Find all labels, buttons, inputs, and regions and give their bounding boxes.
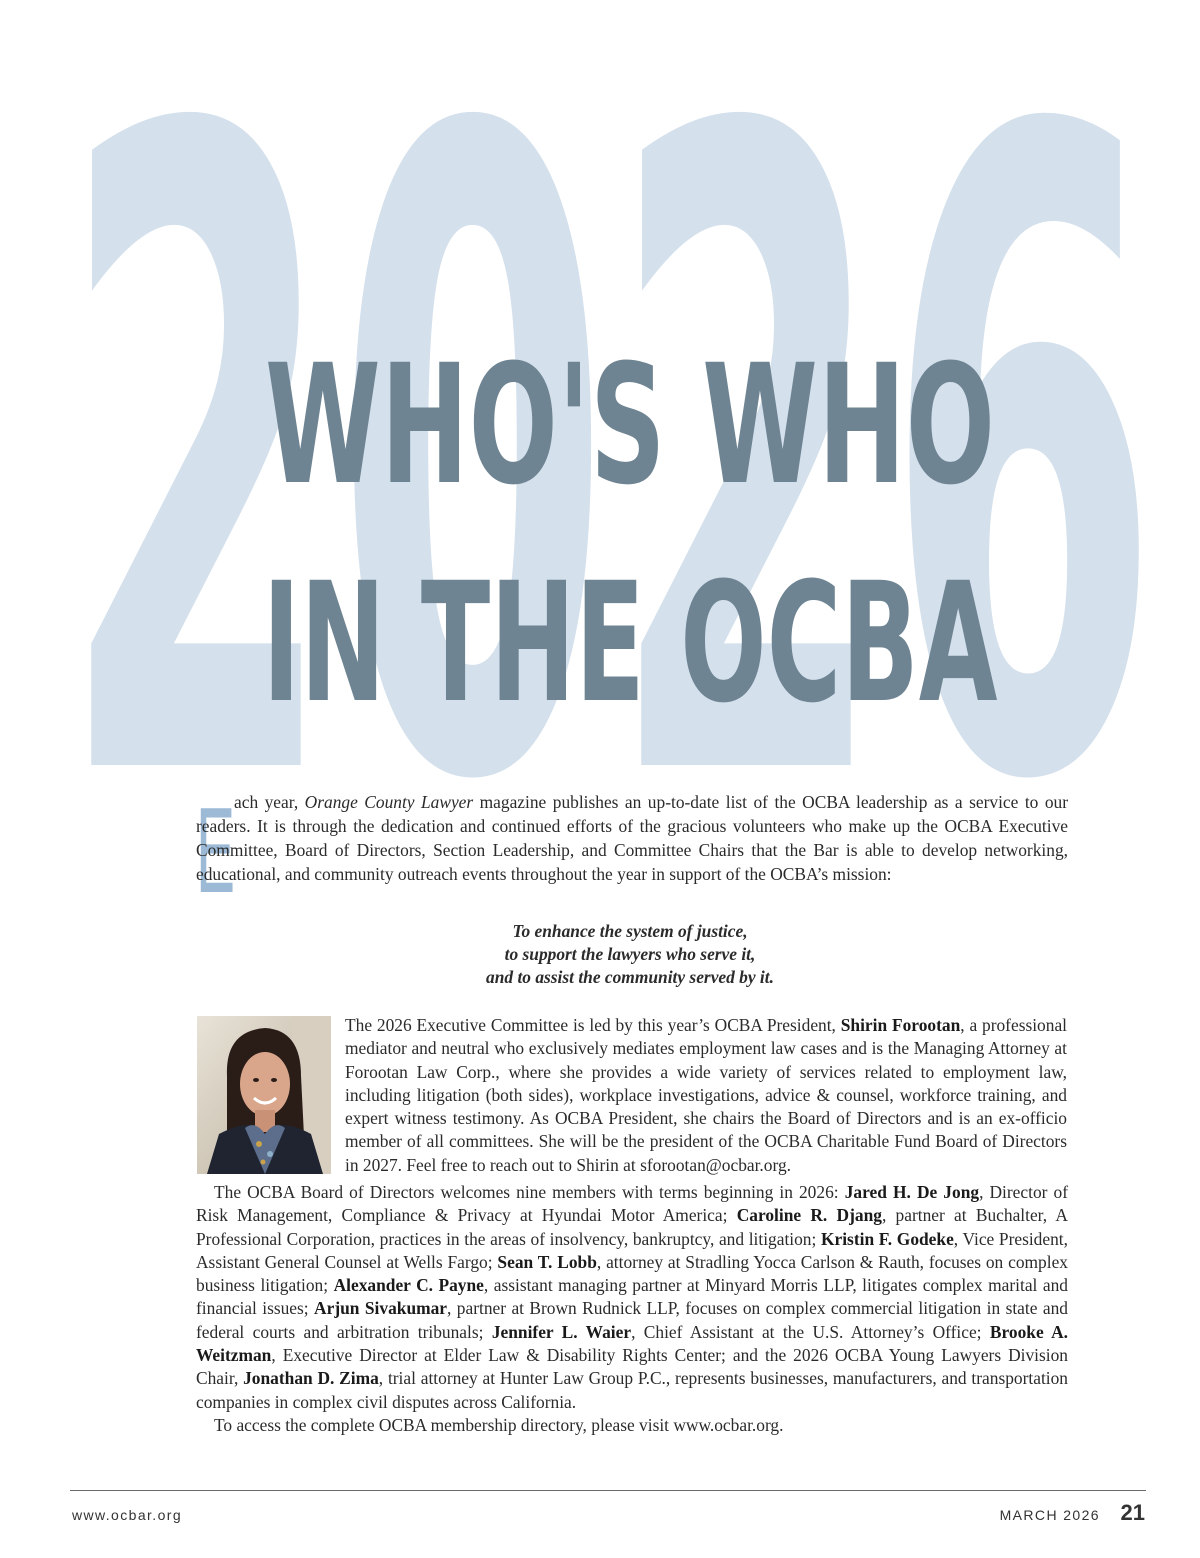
board-text: , Vice President, Assistant General Counsel at Wells Fargo; [196, 1228, 1068, 1272]
president-text-end: , a professional mediator and neutral who exclusively mediates employment law cases and is the Managing Attorney at Forootan Law Corp., where she provides a wide variety of services related to employment law, including litigation (both sides), workplace investigations, advice & counsel, workforce training, and expert witness testimony. As OCBA President, she chairs the Board of Directors and is an ex-officio member of all committees. She will be the president of the OCBA Charitable Fund Board of Directors in 2027. Feel free to reach out to Shirin at sforootan@ocbar.org. [345, 1015, 1067, 1175]
board-member-name: Jared H. De Jong [844, 1182, 980, 1202]
board-text: , assistant managing partner at Minyard Morris LLP, litigates complex marital and financial issues; [196, 1275, 1068, 1319]
board-member-name: Alexander C. Payne [333, 1275, 484, 1296]
board-text: , Executive Director at Elder Law & Disability Rights Center; and the 2026 OCBA Young Lawyers Division Chair, [196, 1345, 1068, 1389]
footer-divider [70, 1490, 1146, 1491]
headline-graphic [250, 322, 1010, 712]
page-number: 21 [1120, 1500, 1145, 1525]
board-section [196, 1181, 1068, 1437]
board-text: , partner at Buchalter, A Professional Corporation, practices in the areas of insolvency, bankruptcy, and litigation; [196, 1205, 1068, 1249]
board-member-name: Brooke A. Weitzman [196, 1321, 1068, 1366]
portrait-graphic [197, 1016, 331, 1174]
mission-line-2: to support the lawyers who serve it, [504, 944, 756, 964]
intro-paragraph [196, 790, 1068, 886]
intro-text [196, 790, 1068, 886]
president-name: Shirin Forootan [840, 1015, 961, 1035]
headline [250, 322, 1010, 712]
mission-line-1: To enhance the system of justice, [512, 921, 748, 941]
board-text: , partner at Brown Rudnick LLP, focuses on complex commercial litigation in state and federal courts and arbitration tribunals; [196, 1298, 1068, 1342]
board-member-name: Jonathan D. Zima [243, 1368, 379, 1389]
intro-text-end: magazine publishes an up-to-date list of the OCBA leadership as a service to our readers. It is through the dedication and continued efforts of the gracious volunteers who make up the OCBA Executive Committee, Board of Directors, Section Leadership, and Committee Chairs that the Bar is able to develop networking, educational, and community outreach events throughout the year in support of the OCBA’s mission: [196, 792, 1069, 884]
magazine-name: Orange County Lawyer [304, 792, 474, 812]
footer-issue-date: MARCH 2026 [999, 1507, 1100, 1523]
board-text: , attorney at Stradling Yocca Carlson & Rauth, focuses on complex business litigation; [196, 1251, 1068, 1296]
board-paragraph [196, 1181, 1068, 1414]
background-year-text: 2026 [60, 40, 1160, 780]
board-text: , Director of Risk Management, Compliance & Privacy at Hyundai Motor America; [196, 1182, 1069, 1226]
intro-text-start: ach year, [234, 792, 305, 812]
mission-statement [300, 920, 960, 989]
board-member-name: Sean T. Lobb [497, 1251, 597, 1272]
headline-line-1: WHO'S WHO [265, 329, 995, 521]
board-text: , trial attorney at Hunter Law Group P.C., represents businesses, manufacturers, and transportation companies in complex civil disputes across California. [196, 1368, 1068, 1412]
footer-website[interactable]: www.ocbar.org [72, 1507, 183, 1523]
closing-paragraph: To access the complete OCBA membership directory, please visit www.ocbar.org. [214, 1414, 784, 1435]
board-member-name: Caroline R. Djang [736, 1205, 882, 1226]
president-paragraph [345, 1014, 1067, 1177]
board-member-name: Arjun Sivakumar [314, 1298, 448, 1319]
president-photo [197, 1016, 331, 1174]
board-member-name: Jennifer L. Waier [491, 1321, 632, 1342]
board-member-name: Kristin F. Godeke [820, 1228, 954, 1249]
mission-line-3: and to assist the community served by it. [486, 967, 774, 987]
board-text: , Chief Assistant at the U.S. Attorney’s Office; [631, 1321, 990, 1342]
headline-line-2: IN THE OCBA [262, 547, 998, 712]
board-text: The OCBA Board of Directors welcomes nine members with terms beginning in 2026: [214, 1182, 845, 1202]
president-text-start: The 2026 Executive Committee is led by this year’s OCBA President, [345, 1015, 841, 1035]
drop-cap: E [196, 782, 236, 918]
